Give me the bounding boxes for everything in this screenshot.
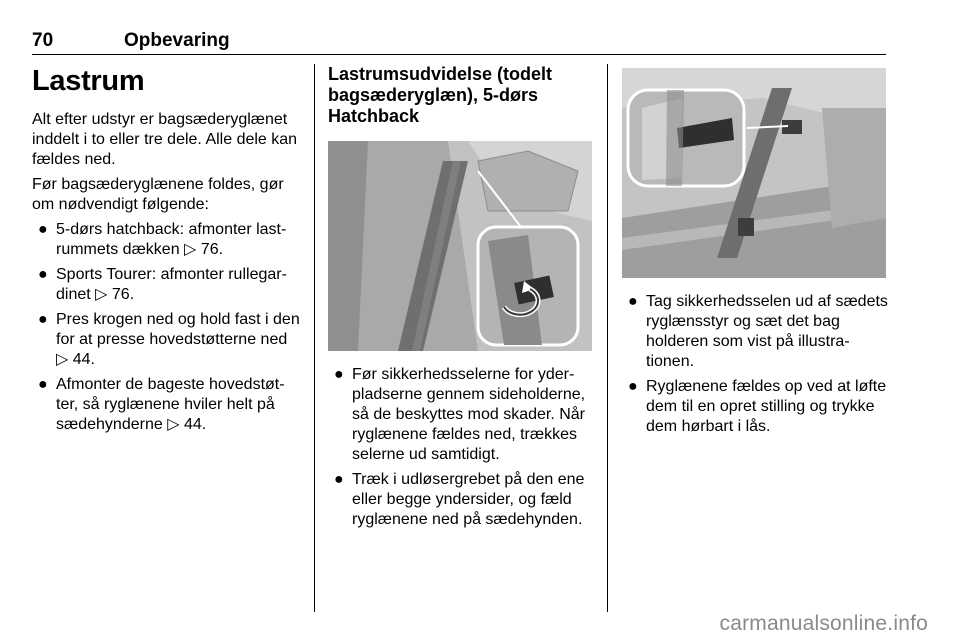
page-header <box>32 30 886 55</box>
procedure-list <box>622 292 890 437</box>
list-item <box>328 470 594 530</box>
intro-paragraph: Alt efter udstyr er bagsæderyglænet inddelt i to eller tre dele. Alle dele kan fældes ned. <box>32 111 298 168</box>
column-2 <box>328 64 594 535</box>
prep-paragraph: Før bagsæderyglænene foldes, gør om nødvendigt følgende: <box>32 176 284 213</box>
watermark: carmanualsonline.info <box>719 612 928 635</box>
bullet-icon: ● <box>334 471 344 488</box>
list-item-text: Træk i udløsergrebet på den ene eller begge yndersider, og fæld ryglænene ned på sædehynden. <box>352 471 585 528</box>
subsection-title: Lastrumsudvidelse (todelt bagsæderyglæn), 5-dørs Hatchback <box>328 64 553 126</box>
list-item-text: Tag sikkerhedsselen ud af sædets ryglænsstyr og sæt det bag holderen som vist på illustrationen. <box>646 293 888 370</box>
list-item <box>622 292 890 372</box>
list-item-text: Pres krogen ned og hold fast i den for at presse hovedstøtterne ned ▷ 44. <box>56 311 300 368</box>
procedure-list <box>328 365 594 530</box>
prep-list <box>32 220 300 435</box>
bullet-icon: ● <box>38 376 48 393</box>
list-item <box>32 265 300 305</box>
column-1 <box>32 64 300 440</box>
page-title: Lastrum <box>32 65 145 97</box>
list-item <box>32 220 300 260</box>
list-item-text: Ryglænene fældes op ved at løfte dem til en opret stilling og trykke dem hørbart i lås. <box>646 378 887 435</box>
list-item <box>622 377 890 437</box>
list-item-text: Afmonter de bageste hovedstøtter, så ryglænene hviler helt på sædehynderne ▷ 44. <box>56 376 285 433</box>
list-item <box>32 310 300 370</box>
bullet-icon: ● <box>628 293 638 310</box>
list-item-text: Før sikkerhedsselerne for yderpladserne gennem sideholderne, så de beskyttes mod skader. Når ryglænene fældes ned, trækkes selerne ud samtidigt. <box>352 366 586 463</box>
page-number: 70 <box>32 30 54 51</box>
column-divider <box>607 64 608 612</box>
illustration-svg <box>622 68 886 278</box>
list-item <box>32 375 300 435</box>
illustration-svg <box>328 141 592 351</box>
bullet-icon: ● <box>38 221 48 238</box>
list-item <box>328 365 594 465</box>
seatbelt-holder-illustration <box>622 68 886 278</box>
bullet-icon: ● <box>628 378 638 395</box>
list-item-text: Sports Tourer: afmonter rullegardinet ▷ 76. <box>56 266 287 303</box>
bullet-icon: ● <box>334 366 344 383</box>
section-title: Opbevaring <box>124 30 230 51</box>
bullet-icon: ● <box>38 311 48 328</box>
bullet-icon: ● <box>38 266 48 283</box>
seatbelt-headrest-illustration <box>328 141 592 351</box>
column-3 <box>622 68 890 442</box>
list-item-text: 5-dørs hatchback: afmonter lastrummets dækken ▷ 76. <box>56 221 287 258</box>
column-divider <box>314 64 315 612</box>
